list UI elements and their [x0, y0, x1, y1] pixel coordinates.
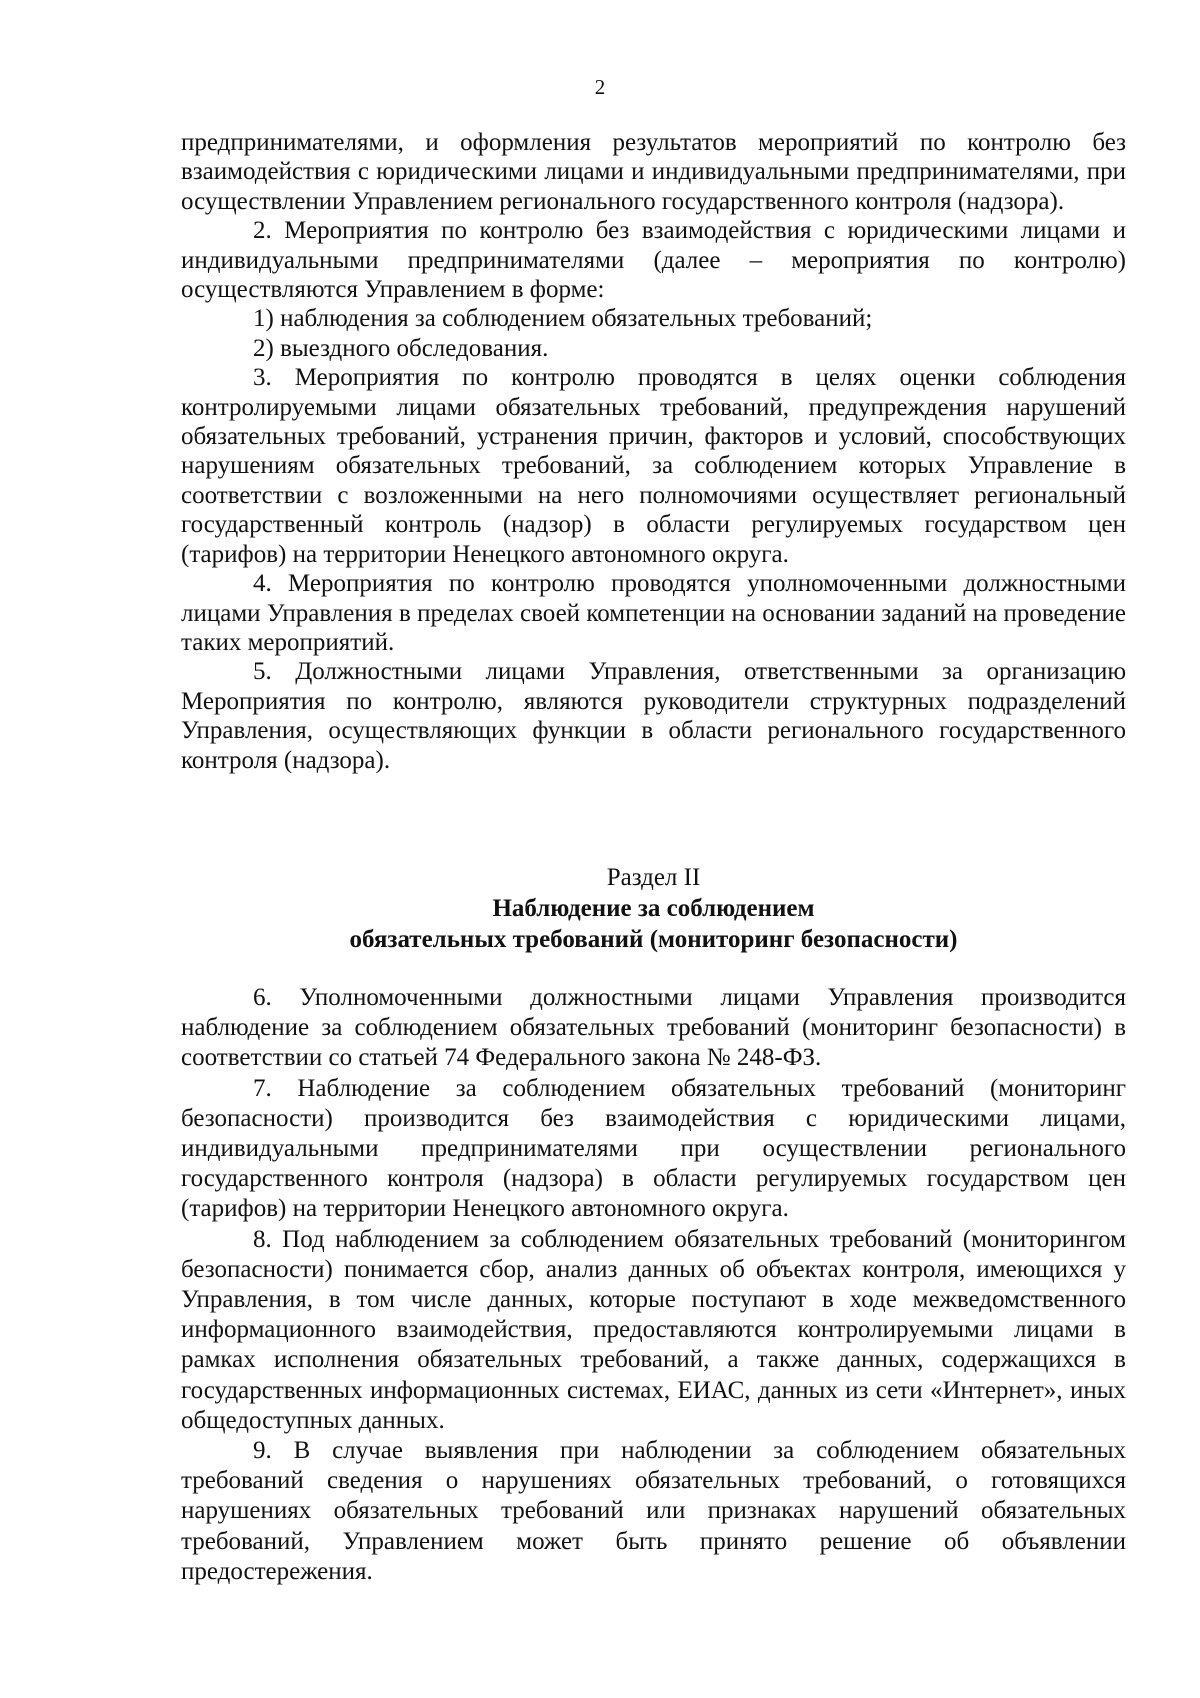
paragraph-5: 5. Должностными лицами Управления, ответственными за организацию Мероприятия по контролю, являются руководители структурных подразделений Управления, осуществляющих функции в области регионального государственного контроля (надзора). [181, 658, 1126, 774]
intro-paragraph: предпринимателями, и оформления результатов мероприятий по контролю без взаимодействия с юридическими лицами и индивидуальными предпринимателями, при осуществлении Управлением регионального государственного контроля (надзора). [181, 129, 1126, 215]
section-title-line-1: Наблюдение за соблюдением [492, 895, 815, 922]
list-item-1: 1) наблюдения за соблюдением обязательных требований; [253, 305, 873, 333]
paragraph-2: 2. Мероприятия по контролю без взаимодействия с юридическими лицами и индивидуальными предпринимателями (далее – мероприятия по контролю) осуществляются Управлением в форме: [181, 217, 1126, 304]
paragraph-9: 9. В случае выявления при наблюдении за соблюдением обязательных требований сведения о нарушениях обязательных требований, о готовящихся нарушениях обязательных требований или признаках нарушений обязательных требований, Управлением может быть принято решение об объявлении предостережения. [181, 1437, 1126, 1585]
paragraph-8: 8. Под наблюдением за соблюдением обязательных требований (мониторингом безопасности) понимается сбор, анализ данных об объектах контроля, имеющихся у Управления, в том числе данных, которые поступают в ходе межведомственного информационного взаимодействия, предоставляются контролируемыми лицами в рамках исполнения обязательных требований, а также данных, содержащихся в государственных информационных системах, ЕИАС, данных из сети «Интернет», иных общедоступных данных. [181, 1225, 1126, 1434]
paragraph-7: 7. Наблюдение за соблюдением обязательных требований (мониторинг безопасности) производится без взаимодействия с юридическими лицами, индивидуальными предпринимателями при осуществлении регионального государственного контроля (надзора) в области регулируемых государством цен (тарифов) на территории Ненецкого автономного округа. [181, 1074, 1126, 1223]
list-item-2: 2) выездного обследования. [253, 334, 549, 362]
section-number: Раздел II [606, 864, 701, 891]
page-number: 2 [594, 75, 606, 99]
paragraph-3: 3. Мероприятия по контролю проводятся в целях оценки соблюдения контролируемыми лицами обязательных требований, предупреждения нарушений обязательных требований, устранения причин, факторов и условий, способствующих нарушениям обязательных требований, за соблюдением которых Управление в соответствии с возложенными на него полномочиями осуществляет региональный государственный контроль (надзор) в области регулируемых государством цен (тарифов) на территории Ненецкого автономного округа. [181, 364, 1126, 568]
paragraph-6: 6. Уполномоченными должностными лицами Управления производится наблюдение за соблюдением обязательных требований (мониторинг безопасности) в соответствии со статьей 74 Федерального закона № 248-ФЗ. [181, 984, 1126, 1072]
section1-body [181, 128, 1126, 775]
section-title-line-2: обязательных требований (мониторинг безопасности) [349, 926, 958, 953]
section2-body [181, 983, 1126, 1587]
paragraph-4: 4. Мероприятия по контролю проводятся уполномоченными должностными лицами Управления в пределах своей компетенции на основании заданий на проведение таких мероприятий. [181, 570, 1126, 656]
